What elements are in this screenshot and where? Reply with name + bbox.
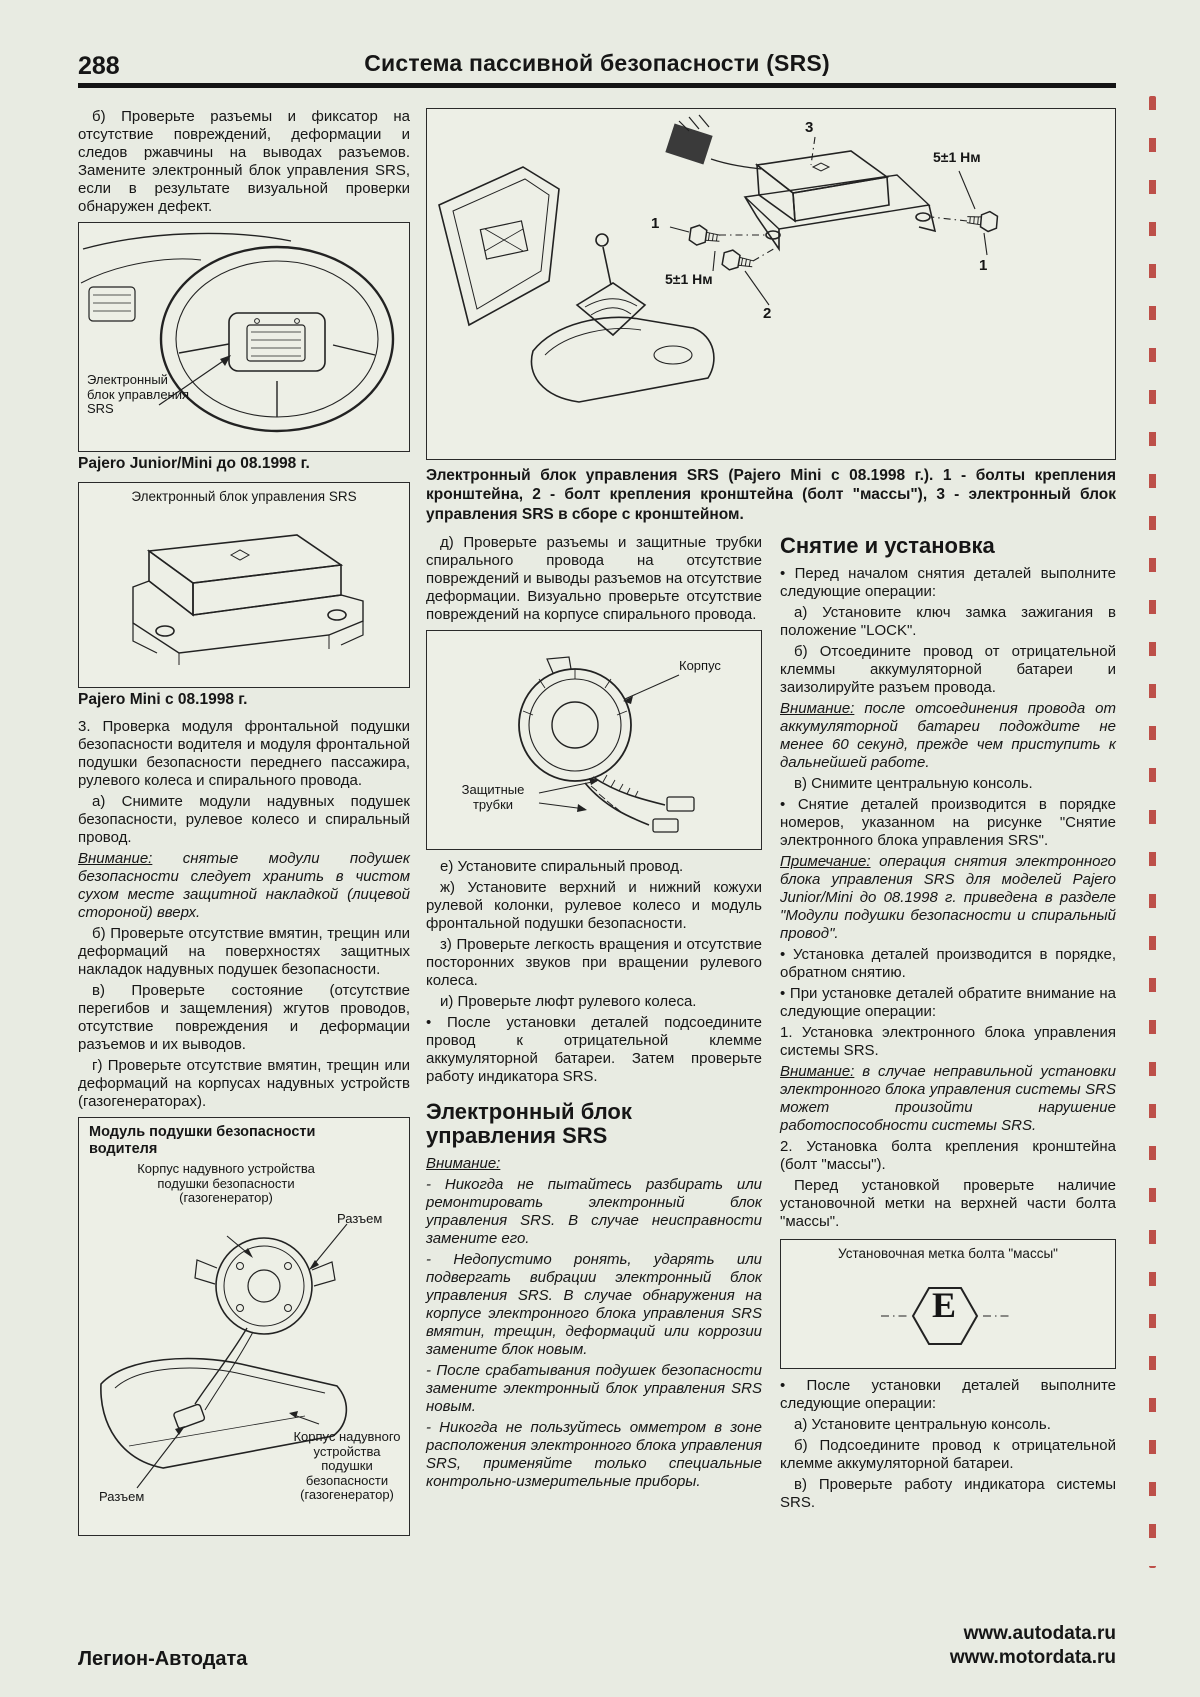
paragraph-check-inflators: г) Проверьте отсутствие вмятин, трещин или деформаций на корпусах надувных устройств (газогенераторах). [78,1057,410,1110]
paragraph-check-harness: в) Проверьте состояние (отсутствие перегибов и защемления) жгутов проводов, отсутствие повреждения и деформации разъемов и их выводов. [78,982,410,1053]
page-content [78,108,1116,1538]
warning-label-line [426,1155,762,1173]
paragraph-check-mark: Перед установкой проверьте наличие установочной метки на верхней части болта "массы". [780,1176,1116,1230]
page-header [78,50,1116,88]
warning-storage [78,850,410,922]
warning-label: Внимание: [78,850,153,867]
note-label: Примечание: [780,852,871,870]
figure-label-body: Корпус [679,658,721,674]
right-area [426,108,1116,1515]
top-figure-caption: Электронный блок управления SRS (Pajero Mini с 08.1998 г.). 1 - болты крепления кронштейна, 2 - болт крепления кронштейна (болт "массы"), 3 - электронный блок управления SRS в сборе с кронштейном. [426,467,1116,523]
paragraph-disconnect-battery: б) Отсоедините провод от отрицательной клеммы аккумуляторной батареи и заизолируйте разъем провода. [780,642,1116,696]
warning-wrong-install [780,1063,1116,1135]
callout-2: 2 [763,305,772,322]
paragraph-check-play: и) Проверьте люфт рулевого колеса. [440,993,697,1011]
paragraph-step-2: 2. Установка болта крепления кронштейна (болт "массы"). [780,1137,1116,1173]
figure-spiral-cable [426,630,762,850]
paragraph-check-connectors: б) Проверьте разъемы и фиксатор на отсутствие повреждений, деформации и следов ржавчины на выводах разъемов. Замените электронный блок управления SRS, если в результате визуальной проверки обнаружен дефект. [78,108,410,215]
section-heading-ecu: Электронный блок управления SRS [426,1099,632,1148]
bullet-connect-battery: • После установки деталей подсоедините провод к отрицательной клемме аккумуляторной батареи. Затем проверьте работу индикатора SRS. [426,1014,762,1086]
bullet-install-attention: • При установке деталей обратите внимание на следующие операции: [780,984,1116,1020]
figure-ecu-unit [78,482,410,688]
paragraph-check-rotation: з) Проверьте легкость вращения и отсутствие посторонних звуков при вращении рулевого колеса. [426,936,762,990]
callout-3: 3 [805,119,814,136]
bullet-after-install: • После установки деталей выполните следующие операции: [780,1376,1116,1412]
figure-label-connector-top: Разъем [337,1211,383,1226]
page-footer [78,1622,1116,1671]
paragraph-check-indicator: в) Проверьте работу индикатора системы SRS. [780,1475,1116,1511]
srs-console-drawing [427,109,1113,456]
warning-label: Внимание: [780,699,855,717]
bullet-before-removal: • Перед началом снятия деталей выполните следующие операции: [780,564,1116,600]
bullet-removal-order: • Снятие деталей производится в порядке номеров, указанном на рисунке "Снятие электронного блока управления SRS". [780,795,1116,849]
paragraph-check-spiral: д) Проверьте разъемы и защитные трубки спирального провода на отсутствие повреждений и выводы разъемов на отсутствие деформации. Визуально проверьте отсутствие повреждений на корпусе спирального провода. [426,534,762,624]
warning-text: снятые модули подушек безопасности следует хранить в чистом сухом месте защитной накладкой (лицевой стороной) вверх. [78,850,410,921]
callout-1-left: 1 [651,215,660,232]
page-title: Система пассивной безопасности (SRS) [364,50,830,76]
figure-label-inflator-top: Корпус надувного устройства подушки безопасности (газогенератор) [137,1161,315,1206]
ecu-unit-drawing [79,509,409,685]
paragraph-install-console: а) Установите центральную консоль. [794,1415,1051,1433]
warning-text: в случае неправильной установки электронного блока управления системы SRS может произойти нарушение работоспособности системы SRS. [780,1062,1116,1134]
figure-label-tubes: Защитные трубки [461,782,525,812]
figure-srs-console [426,108,1116,460]
paragraph-remove-console: в) Снимите центральную консоль. [794,774,1033,792]
figure-label-connector-bottom: Разъем [99,1489,145,1504]
torque-right: 5±1 Нм [933,149,981,165]
figure-airbag-module [78,1117,410,1536]
header-rule [78,83,1116,88]
text-columns [426,534,1116,1515]
figure-caption-mini: Pajero Mini с 08.1998 г. [78,691,248,708]
paragraph-remove-modules: а) Снимите модули надувных подушек безопасности, рулевое колесо и спиральный провод. [78,793,410,846]
paragraph-check-pads: б) Проверьте отсутствие вмятин, трещин или деформаций на поверхностях защитных накладок надувных подушек безопасности. [78,925,410,978]
paragraph-install-covers: ж) Установите верхний и нижний кожухи рулевой колонки, рулевое колесо и модуль фронтальной подушки безопасности. [426,879,762,933]
footer-url-autodata: www.autodata.ru [963,1622,1116,1644]
figure-caption-junior: Pajero Junior/Mini до 08.1998 г. [78,455,310,472]
middle-column [426,534,762,1494]
figure-title-ecu: Электронный блок управления SRS [131,489,357,504]
bolt-mark-letter: E [932,1284,957,1325]
paragraph-key-lock: а) Установите ключ замка зажигания в положение "LOCK". [780,603,1116,639]
figure-label-ecu: Электронный блок управления SRS [87,372,190,417]
paragraph-check-module: 3. Проверка модуля фронтальной подушки безопасности водителя и модуля фронтальной подушки безопасности переднего пассажира, рулевого колеса и спирального провода. [78,718,410,789]
page-number: 288 [78,52,120,80]
warning-text: после отсоединения провода от аккумуляторной батареи подождите не менее 60 секунд, прежде чем приступить к дальнейшей работе. [780,699,1116,771]
right-column [780,534,1116,1515]
warning-label: Внимание: [426,1154,501,1172]
paragraph-install-spiral: е) Установите спиральный провод. [440,858,684,876]
figure-bolt-mark [780,1239,1116,1369]
left-column [78,108,410,1538]
figure-label-inflator-bottom: Корпус надувного устройства подушки безопасности (газогенератор) [293,1429,401,1503]
section-heading-removal: Снятие и установка [780,533,995,559]
figure-title-airbag-module: Модуль подушки безопасности водителя [89,1124,316,1157]
warning-wait-60s [780,700,1116,772]
warning-item-3: - После срабатывания подушек безопасности замените электронный блок управления SRS новым. [426,1361,762,1415]
footer-urls [950,1622,1116,1671]
note-junior-models [780,853,1116,943]
red-scan-marks [1149,96,1156,1568]
warning-item-4: - Никогда не пользуйтесь омметром в зоне расположения электронного блока управления SRS, применяйте только специальные контрольно-измерительные приборы. [426,1418,762,1490]
warning-label: Внимание: [780,1062,855,1080]
bullet-install-reverse: • Установка деталей производится в порядке, обратном снятию. [780,945,1116,981]
figure-steering-wheel [78,222,410,452]
warning-item-1: - Никогда не пытайтесь разбирать или ремонтировать электронный блок управления SRS. В случае неисправности замените его. [426,1175,762,1247]
publisher-name: Легион-Автодата [78,1648,248,1670]
warning-item-2: - Недопустимо ронять, ударять или подвергать вибрации электронный блок управления SRS. В случае обнаружения на корпусе электронного блока управления SRS вмятин, трещин, деформаций или коррозии замените блок новым. [426,1250,762,1358]
paragraph-connect-battery: б) Подсоедините провод к отрицательной клемме аккумуляторной батареи. [780,1436,1116,1472]
figure-title-bolt-mark: Установочная метка болта "массы" [838,1245,1058,1261]
torque-left: 5±1 Нм [665,271,713,287]
callout-1-right: 1 [979,257,988,274]
note-text: операция снятия электронного блока управления SRS для моделей Pajero Junior/Mini до 08.1998 г. приведена в разделе "Модули подушки безопасности и спиральный провод". [780,852,1116,942]
footer-url-motordata: www.motordata.ru [949,1647,1116,1669]
paragraph-step-1: 1. Установка электронного блока управления системы SRS. [780,1023,1116,1059]
